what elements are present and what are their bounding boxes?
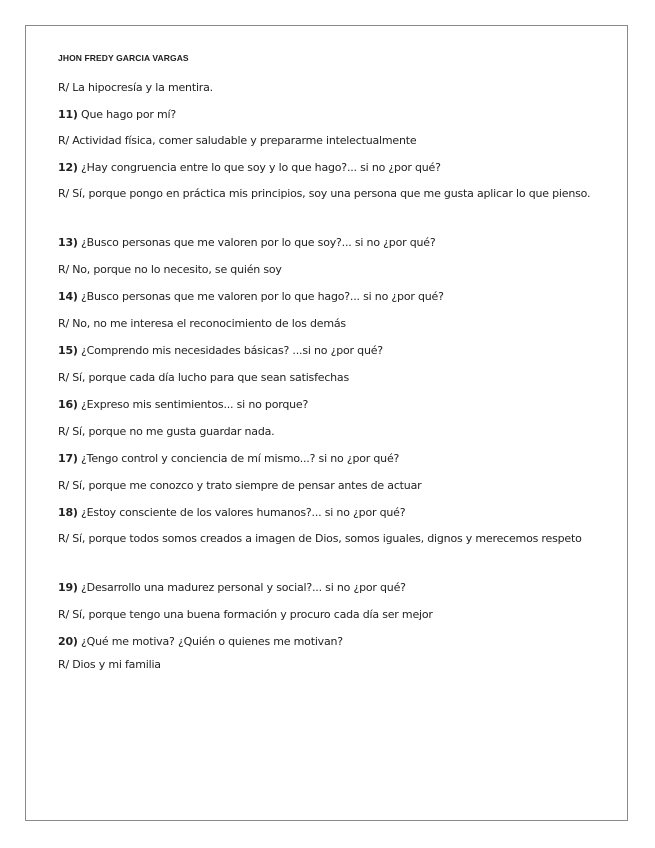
question-number: 15) xyxy=(58,344,78,357)
question-number: 11) xyxy=(58,108,78,121)
question-text: ¿Estoy consciente de los valores humanos?... si no ¿por qué? xyxy=(77,506,406,519)
question-text: ¿Busco personas que me valoren por lo que hago?... si no ¿por qué? xyxy=(77,290,444,303)
answer-12: R/ Sí, porque pongo en práctica mis principios, soy una persona que me gusta aplicar lo que pienso. xyxy=(58,187,591,200)
question-number: 19) xyxy=(58,581,78,594)
question-18 xyxy=(58,506,603,519)
question-16 xyxy=(58,398,603,411)
answer-20: R/ Dios y mi familia xyxy=(58,658,161,671)
author-name: JHON FREDY GARCIA VARGAS xyxy=(58,53,189,63)
question-number: 20) xyxy=(58,635,78,648)
answer-14: R/ No, no me interesa el reconocimiento de los demás xyxy=(58,317,346,330)
answer-16: R/ Sí, porque no me gusta guardar nada. xyxy=(58,425,275,438)
answer-13: R/ No, porque no lo necesito, se quién soy xyxy=(58,263,282,276)
answer-19: R/ Sí, porque tengo una buena formación y procuro cada día ser mejor xyxy=(58,608,433,621)
question-11 xyxy=(58,108,603,121)
question-text: ¿Expreso mis sentimientos... si no porque? xyxy=(77,398,309,411)
question-17 xyxy=(58,452,603,465)
answer-18: R/ Sí, porque todos somos creados a imagen de Dios, somos iguales, dignos y merecemos respeto xyxy=(58,532,582,545)
question-number: 12) xyxy=(58,161,78,174)
question-text: ¿Tengo control y conciencia de mí mismo...? si no ¿por qué? xyxy=(77,452,400,465)
question-number: 16) xyxy=(58,398,78,411)
question-15 xyxy=(58,344,603,357)
question-14 xyxy=(58,290,603,303)
question-text: Que hago por mí? xyxy=(77,108,177,121)
question-12 xyxy=(58,161,603,174)
question-text: ¿Qué me motiva? ¿Quién o quienes me motivan? xyxy=(77,635,343,648)
question-text: ¿Desarrollo una madurez personal y social?... si no ¿por qué? xyxy=(77,581,406,594)
question-number: 18) xyxy=(58,506,78,519)
answer-11: R/ Actividad física, comer saludable y prepararme intelectualmente xyxy=(58,134,417,147)
question-13 xyxy=(58,236,603,249)
document-page xyxy=(25,25,628,821)
answer-17: R/ Sí, porque me conozco y trato siempre de pensar antes de actuar xyxy=(58,479,422,492)
question-number: 17) xyxy=(58,452,78,465)
question-text: ¿Hay congruencia entre lo que soy y lo que hago?... si no ¿por qué? xyxy=(77,161,441,174)
question-number: 13) xyxy=(58,236,78,249)
question-number: 14) xyxy=(58,290,78,303)
question-20 xyxy=(58,635,603,648)
answer-15: R/ Sí, porque cada día lucho para que sean satisfechas xyxy=(58,371,350,384)
answer-10: R/ La hipocresía y la mentira. xyxy=(58,81,213,94)
question-19 xyxy=(58,581,603,594)
question-text: ¿Busco personas que me valoren por lo que soy?... si no ¿por qué? xyxy=(77,236,436,249)
question-text: ¿Comprendo mis necesidades básicas? ...si no ¿por qué? xyxy=(77,344,383,357)
